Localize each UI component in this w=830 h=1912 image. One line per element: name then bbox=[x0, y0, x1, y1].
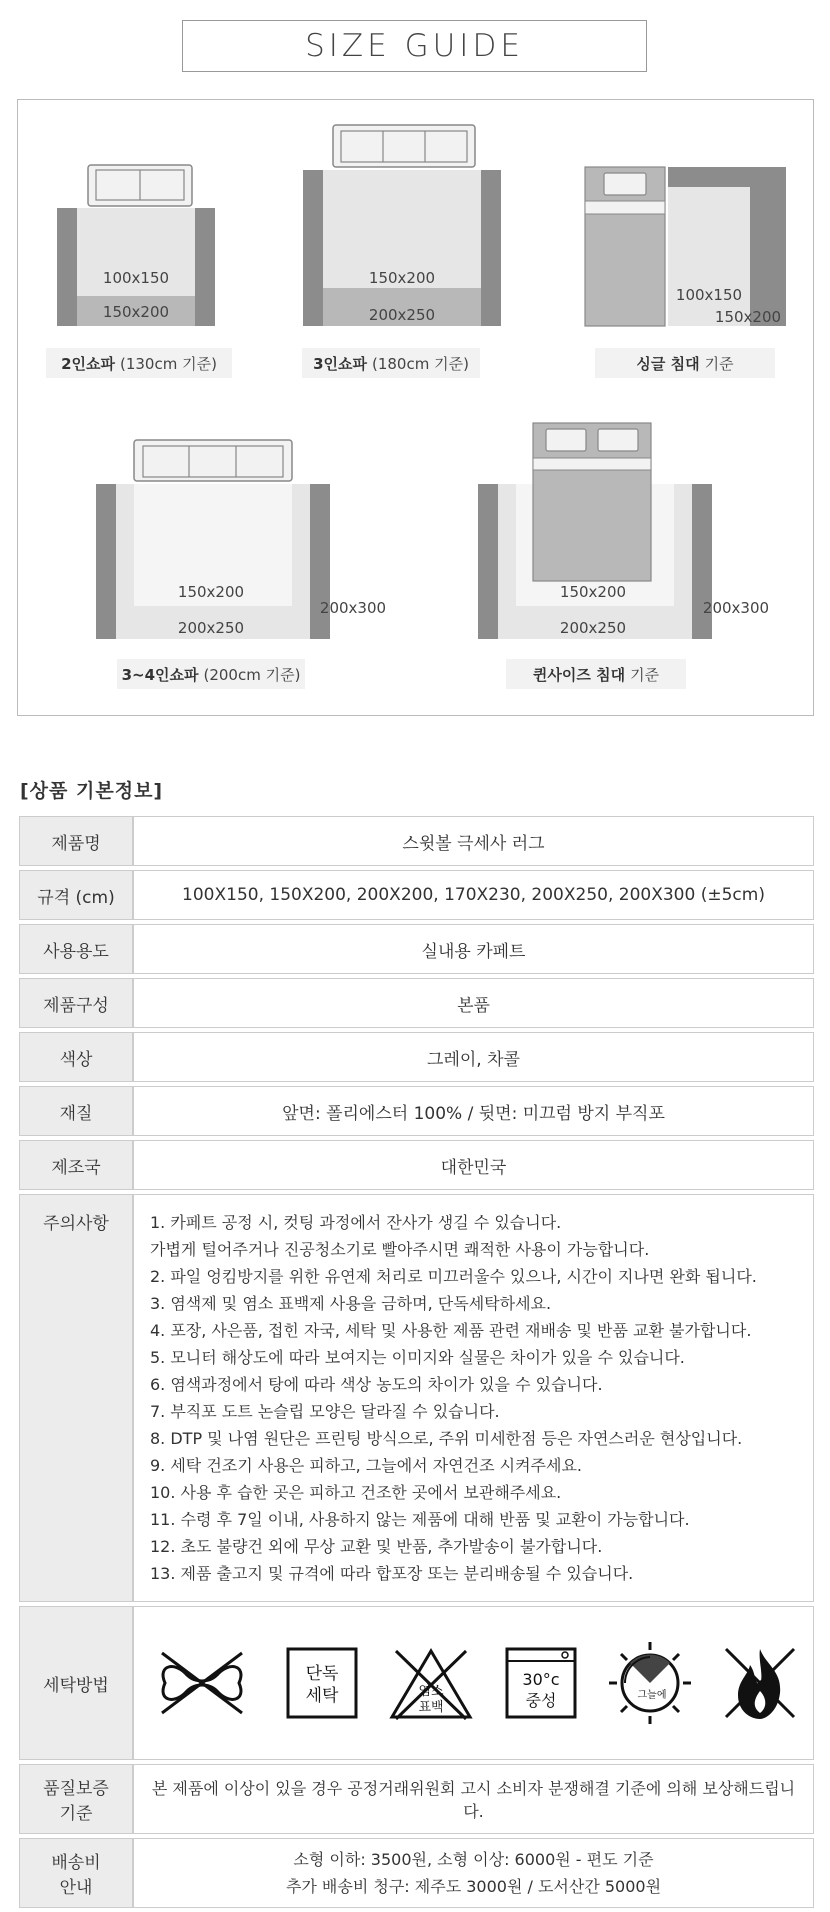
water-30c-neutral-icon bbox=[501, 1643, 581, 1723]
note-line: 13. 제품 출고지 및 규격에 따라 합포장 또는 분리배송될 수 있습니다. bbox=[150, 1564, 634, 1583]
no-bleach-icon bbox=[386, 1643, 476, 1723]
note-line: 가볍게 털어주거나 진공청소기로 빨아주시면 쾌적한 사용이 가능합니다. bbox=[150, 1240, 650, 1259]
wash-label: 세탁방법 bbox=[19, 1606, 133, 1760]
table-row bbox=[19, 816, 814, 866]
caption-single-bed: 싱글 침대 기준 bbox=[595, 348, 775, 378]
row-label: 제조국 bbox=[19, 1140, 133, 1190]
sofa4-inner-label: 150x200 bbox=[177, 583, 245, 601]
warranty-label: 품질보증 기준 bbox=[19, 1764, 133, 1834]
note-line: 9. 세탁 건조기 사용은 피하고, 그늘에서 자연건조 시켜주세요. bbox=[150, 1456, 582, 1475]
table-row-wash bbox=[19, 1606, 814, 1760]
sofa4-middle-label: 200x250 bbox=[177, 619, 245, 637]
shade-dry-icon bbox=[605, 1638, 695, 1728]
no-wring-icon bbox=[147, 1643, 257, 1723]
note-line: 11. 수령 후 7일 이내, 사용하지 않는 제품에 대해 반품 및 교환이 가능합니다. bbox=[150, 1510, 690, 1529]
row-value: 그레이, 차콜 bbox=[133, 1032, 814, 1082]
sofa3-outer-label: 200x250 bbox=[368, 306, 436, 324]
size-guide-title: SIZE GUIDE bbox=[305, 28, 524, 64]
queen-outer-label: 200x300 bbox=[702, 599, 770, 617]
table-row-notes bbox=[19, 1194, 814, 1602]
note-line: 12. 초도 불량건 외에 무상 교환 및 반품, 추가발송이 불가합니다. bbox=[150, 1537, 603, 1556]
caption-queen-bed: 퀸사이즈 침대 기준 bbox=[506, 659, 686, 689]
notes-list bbox=[133, 1194, 814, 1602]
caption-sofa2: 2인쇼파 (130cm 기준) bbox=[46, 348, 232, 378]
svg-text:세탁: 세탁 bbox=[305, 1686, 339, 1706]
table-row bbox=[19, 978, 814, 1028]
sofa3-inner-label: 150x200 bbox=[368, 269, 436, 287]
note-line: 1. 카페트 공정 시, 컷팅 과정에서 잔사가 생길 수 있습니다. bbox=[150, 1213, 562, 1232]
note-line: 7. 부직포 도트 논슬립 모양은 달라질 수 있습니다. bbox=[150, 1402, 500, 1421]
table-row bbox=[19, 1140, 814, 1190]
row-label: 제품명 bbox=[19, 816, 133, 866]
row-label: 사용용도 bbox=[19, 924, 133, 974]
row-label: 제품구성 bbox=[19, 978, 133, 1028]
note-line: 8. DTP 및 나염 원단은 프린팅 방식으로, 주위 미세한점 등은 자연스러운 현상입니다. bbox=[150, 1429, 743, 1448]
diagram-queen-bed bbox=[478, 423, 769, 639]
table-row-warranty bbox=[19, 1764, 814, 1834]
sofa4-outer-label: 200x300 bbox=[319, 599, 387, 617]
sofa2-outer-label: 150x200 bbox=[102, 303, 170, 321]
row-value: 본품 bbox=[133, 978, 814, 1028]
row-value: 스윗볼 극세사 러그 bbox=[133, 816, 814, 866]
row-label: 색상 bbox=[19, 1032, 133, 1082]
single-outer-label: 150x200 bbox=[714, 308, 782, 326]
svg-text:염소: 염소 bbox=[418, 1684, 444, 1699]
svg-text:중성: 중성 bbox=[525, 1691, 557, 1710]
row-value: 대한민국 bbox=[133, 1140, 814, 1190]
info-section-title: [상품 기본정보] bbox=[20, 780, 164, 802]
row-label: 규격 (cm) bbox=[19, 870, 133, 920]
row-value: 실내용 카페트 bbox=[133, 924, 814, 974]
svg-text:표백: 표백 bbox=[418, 1700, 444, 1715]
wash-icons bbox=[133, 1606, 814, 1760]
diagram-sofa4 bbox=[96, 440, 386, 639]
table-row bbox=[19, 870, 814, 920]
no-fire-icon bbox=[720, 1643, 800, 1723]
row-value: 100X150, 150X200, 200X200, 170X230, 200X250, 200X300 (±5cm) bbox=[133, 870, 814, 920]
diagram-single-bed bbox=[585, 167, 786, 326]
table-row bbox=[19, 1032, 814, 1082]
row-label: 재질 bbox=[19, 1086, 133, 1136]
note-line: 6. 염색과정에서 탕에 따라 색상 농도의 차이가 있을 수 있습니다. bbox=[150, 1375, 603, 1394]
diagram-sofa3 bbox=[303, 125, 501, 326]
sofa2-inner-label: 100x150 bbox=[102, 269, 170, 287]
caption-sofa3: 3인쇼파 (180cm 기준) bbox=[302, 348, 480, 378]
caption-sofa4: 3~4인쇼파 (200cm 기준) bbox=[117, 659, 305, 689]
note-line: 10. 사용 후 습한 곳은 피하고 건조한 곳에서 보관해주세요. bbox=[150, 1483, 562, 1502]
product-info-table bbox=[19, 812, 814, 1912]
shipping-value: 소형 이하: 3500원, 소형 이상: 6000원 - 편도 기준 추가 배송비 청구: 제주도 3000원 / 도서산간 5000원 bbox=[133, 1838, 814, 1908]
note-line: 4. 포장, 사은품, 접힌 자국, 세탁 및 사용한 제품 관련 재배송 및 반품 교환 불가합니다. bbox=[150, 1321, 752, 1340]
queen-inner-label: 150x200 bbox=[559, 583, 627, 601]
table-row bbox=[19, 1086, 814, 1136]
svg-text:30°c: 30°c bbox=[522, 1670, 560, 1689]
note-line: 5. 모니터 해상도에 따라 보여지는 이미지와 실물은 차이가 있을 수 있습니다. bbox=[150, 1348, 685, 1367]
separate-wash-icon bbox=[282, 1643, 362, 1723]
table-row-shipping bbox=[19, 1838, 814, 1908]
queen-middle-label: 200x250 bbox=[559, 619, 627, 637]
shipping-label: 배송비 안내 bbox=[19, 1838, 133, 1908]
note-line: 2. 파일 엉킴방지를 위한 유연제 처리로 미끄러울수 있으나, 시간이 지나면 완화 됩니다. bbox=[150, 1267, 757, 1286]
table-row bbox=[19, 924, 814, 974]
svg-text:단독: 단독 bbox=[305, 1664, 339, 1684]
svg-text:그늘에: 그늘에 bbox=[637, 1690, 667, 1701]
row-value: 앞면: 폴리에스터 100% / 뒷면: 미끄럼 방지 부직포 bbox=[133, 1086, 814, 1136]
note-line: 3. 염색제 및 염소 표백제 사용을 금하며, 단독세탁하세요. bbox=[150, 1294, 552, 1313]
diagram-sofa2 bbox=[57, 165, 215, 326]
notes-label: 주의사항 bbox=[19, 1194, 133, 1602]
warranty-value: 본 제품에 이상이 있을 경우 공정거래위원회 고시 소비자 분쟁해결 기준에 의해 보상해드립니다. bbox=[133, 1764, 814, 1834]
single-inner-label: 100x150 bbox=[675, 286, 743, 304]
